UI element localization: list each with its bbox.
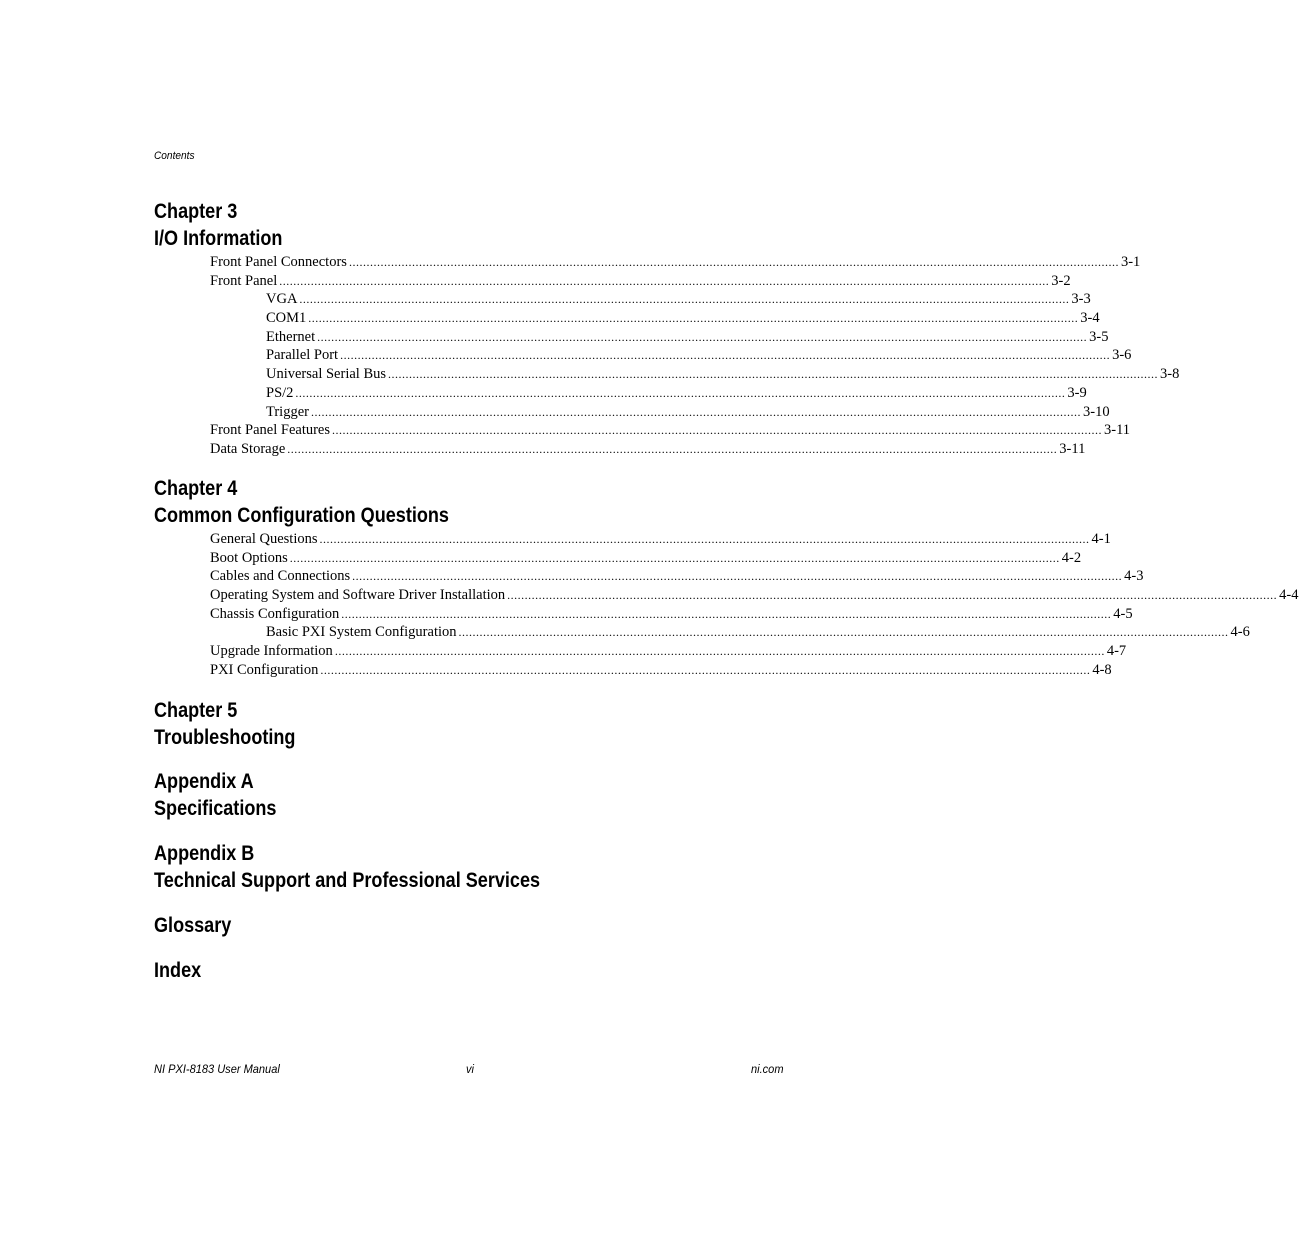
- toc-entry-text: VGA: [266, 291, 298, 308]
- appendix-b-label: Appendix B: [154, 842, 255, 865]
- toc-entry-trigger[interactable]: [266, 403, 1110, 422]
- toc-entry-page: 3-1: [1120, 254, 1141, 270]
- chapter-3-label: Chapter 3: [154, 200, 238, 223]
- appendix-b-section: [154, 840, 770, 894]
- dot-leader: ............................................................................................................................................................................................................................: [352, 569, 1123, 584]
- toc-entry-page: 3-11: [1104, 422, 1131, 439]
- toc-entry-text: Front Panel Connectors: [210, 254, 347, 270]
- running-head: Contents: [154, 150, 195, 162]
- chapter-4-toc: [154, 530, 1299, 680]
- toc-entry-text: Ethernet: [266, 328, 316, 345]
- chapter-5-title: Troubleshooting: [154, 726, 296, 749]
- dot-leader: ............................................................................................................................................................................................................................: [507, 588, 1278, 603]
- glossary-section: [154, 912, 770, 939]
- toc-entry-page: 4-3: [1124, 568, 1144, 585]
- toc-entry-page: 4-8: [1092, 661, 1112, 678]
- toc-entry-front-panel[interactable]: [210, 272, 1071, 291]
- toc-entry-pxi-configuration[interactable]: [210, 661, 1112, 680]
- toc-entry-front-panel-features[interactable]: [210, 421, 1131, 440]
- index-section: [154, 957, 770, 984]
- toc-entry-text: Operating System and Software Driver Installation: [210, 587, 506, 604]
- toc-entry-data-storage[interactable]: [210, 440, 1086, 459]
- toc-entry-text: PS/2: [266, 384, 294, 401]
- toc-entry-text: Chassis Configuration: [210, 605, 340, 622]
- toc-entry-page: 3-8: [1160, 366, 1180, 383]
- toc-entry-ps2[interactable]: [266, 384, 1087, 403]
- dot-leader: ............................................................................................................................................................................................................................: [295, 385, 1066, 400]
- dot-leader: ............................................................................................................................................................................................................................: [332, 423, 1103, 438]
- toc-entry-cables-and-connections[interactable]: [210, 567, 1144, 586]
- toc-entry-basic-pxi-system-configuration[interactable]: [266, 623, 1250, 642]
- dot-leader: ............................................................................................................................................................................................................................: [308, 311, 1079, 326]
- toc-entry-text: COM1: [266, 310, 307, 327]
- toc-entry-text: PXI Configuration: [210, 661, 319, 678]
- chapter-4-section: [154, 475, 1299, 680]
- toc-entry-os-and-driver-installation[interactable]: [210, 586, 1299, 605]
- toc-entry-page: 3-11: [1059, 440, 1086, 457]
- dot-leader: ............................................................................................................................................................................................................................: [287, 441, 1058, 456]
- dot-leader: ............................................................................................................................................................................................................................: [340, 348, 1111, 363]
- appendix-a-title: Specifications: [154, 797, 277, 820]
- toc-entry-text: Data Storage: [210, 440, 286, 457]
- toc-entry-page: 3-2: [1051, 272, 1071, 289]
- toc-entry-page: 3-4: [1080, 310, 1100, 327]
- dot-leader: ............................................................................................................................................................................................................................: [299, 292, 1070, 307]
- toc-entry-page: 3-6: [1112, 347, 1132, 364]
- dot-leader: ............................................................................................................................................................................................................................: [279, 273, 1050, 288]
- toc-entry-text: Basic PXI System Configuration: [266, 624, 457, 641]
- toc-entry-front-panel-connectors[interactable]: [210, 253, 1141, 272]
- dot-leader: ............................................................................................................................................................................................................................: [317, 329, 1088, 344]
- dot-leader: ............................................................................................................................................................................................................................: [341, 606, 1112, 621]
- chapter-5-label: Chapter 5: [154, 699, 238, 722]
- toc-entry-text: Boot Options: [210, 549, 288, 566]
- dot-leader: ............................................................................................................................................................................................................................: [320, 662, 1091, 677]
- chapter-5-section: [154, 697, 770, 751]
- toc-entry-ethernet[interactable]: [266, 328, 1109, 347]
- toc-entry-text: General Questions: [210, 531, 318, 547]
- toc-entry-page: 4-6: [1230, 624, 1250, 641]
- toc-entry-chassis-configuration[interactable]: [210, 605, 1133, 624]
- chapter-3-toc: [154, 253, 1180, 459]
- dot-leader: ............................................................................................................................................................................................................................: [458, 625, 1229, 640]
- appendix-a-label: Appendix A: [154, 770, 254, 793]
- chapter-4-label: Chapter 4: [154, 477, 238, 500]
- dot-leader: ............................................................................................................................................................................................................................: [348, 255, 1119, 269]
- dot-leader: ............................................................................................................................................................................................................................: [334, 644, 1105, 659]
- toc-entry-text: Parallel Port: [266, 347, 339, 364]
- footer-website: ni.com: [751, 1062, 784, 1076]
- appendix-a-section: [154, 768, 770, 822]
- chapter-3-title: I/O Information: [154, 227, 283, 250]
- dot-leader: ............................................................................................................................................................................................................................: [319, 532, 1090, 546]
- footer-page-number: vi: [466, 1062, 474, 1076]
- dot-leader: ............................................................................................................................................................................................................................: [289, 550, 1060, 565]
- toc-entry-page: 4-4: [1279, 587, 1299, 604]
- toc-entry-page: 3-5: [1089, 328, 1109, 345]
- toc-entry-general-questions[interactable]: [210, 530, 1111, 549]
- toc-entry-upgrade-information[interactable]: [210, 642, 1127, 661]
- toc-entry-text: Front Panel Features: [210, 422, 331, 439]
- toc-entry-text: Cables and Connections: [210, 568, 351, 585]
- toc-entry-universal-serial-bus[interactable]: [266, 365, 1180, 384]
- toc-entry-text: Upgrade Information: [210, 643, 333, 660]
- dot-leader: ............................................................................................................................................................................................................................: [388, 367, 1159, 382]
- chapter-3-section: [154, 198, 1180, 459]
- toc-entry-page: 3-3: [1071, 291, 1091, 308]
- appendix-b-title: Technical Support and Professional Services: [154, 869, 541, 892]
- glossary-title: Glossary: [154, 914, 232, 937]
- toc-entry-page: 4-7: [1106, 643, 1127, 660]
- toc-entry-page: 4-2: [1061, 549, 1082, 566]
- toc-entry-text: Front Panel: [210, 272, 278, 289]
- toc-entry-com1[interactable]: [266, 309, 1100, 328]
- toc-entry-page: 3-10: [1082, 403, 1110, 420]
- index-title: Index: [154, 959, 202, 982]
- chapter-4-title: Common Configuration Questions: [154, 504, 449, 527]
- toc-entry-page: 4-5: [1113, 605, 1133, 622]
- toc-entry-text: Universal Serial Bus: [266, 366, 387, 383]
- footer-manual-title: NI PXI-8183 User Manual: [154, 1062, 280, 1076]
- dot-leader: ............................................................................................................................................................................................................................: [310, 404, 1081, 419]
- toc-entry-parallel-port[interactable]: [266, 346, 1132, 365]
- toc-entry-vga[interactable]: [266, 290, 1091, 309]
- toc-entry-text: Trigger: [266, 403, 309, 420]
- toc-entry-boot-options[interactable]: [210, 549, 1082, 568]
- toc-entry-page: 4-1: [1091, 531, 1111, 547]
- toc-entry-page: 3-9: [1067, 384, 1087, 401]
